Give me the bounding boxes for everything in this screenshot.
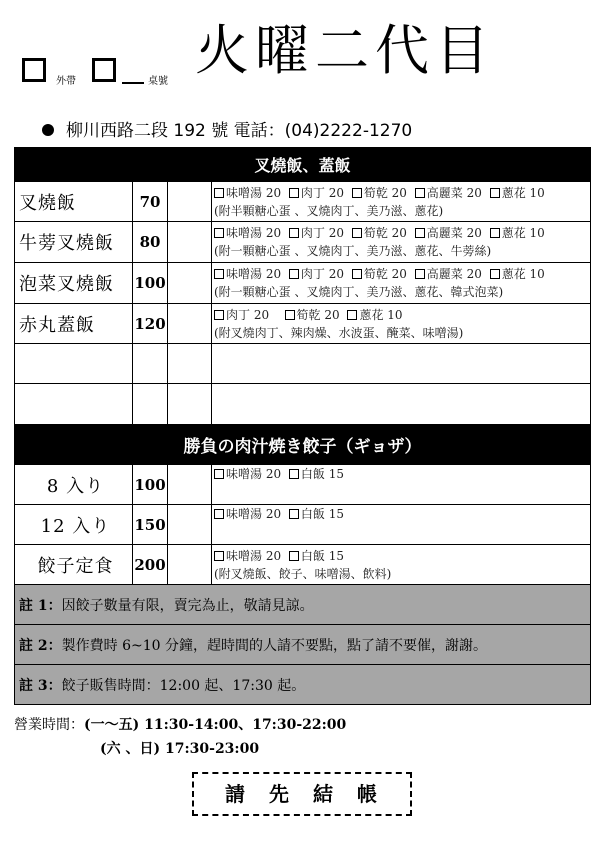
empty-cell[interactable] [212,344,591,384]
item-options [212,505,591,545]
business-hours [14,713,346,761]
note-text: 因餃子數量有限，賣完為止，敬請見諒。 [61,597,314,614]
quantity-cell[interactable] [168,222,212,263]
menu-row [15,263,591,304]
option-checkbox[interactable] [289,509,299,519]
menu-table [14,147,591,705]
item-name: 泡菜叉燒飯 [15,263,133,304]
option-checkbox[interactable] [214,469,224,479]
item-price: 120 [133,304,168,344]
option: 味噌湯 20 [214,507,281,521]
option-checkbox[interactable] [490,188,500,198]
note-label: 註 1： [19,597,62,614]
option: 蔥花 10 [490,226,545,240]
shop-title: 火曜二代目 [195,19,495,82]
option: 味噌湯 20 [214,467,281,481]
bullet-icon [42,124,54,136]
address-line [42,116,412,141]
item-note: (附一顆糖心蛋 、叉燒肉丁、美乃滋、蔥花、韓式泡菜) [214,285,504,299]
item-note: (附半顆糖心蛋 、叉燒肉丁、美乃滋、蔥花) [214,203,444,218]
menu-row [15,545,591,585]
item-name: 赤丸蓋飯 [15,304,133,344]
option-checkbox[interactable] [214,188,224,198]
takeout-label: 外帶 [56,76,76,87]
option-checkbox[interactable] [490,228,500,238]
option-checkbox[interactable] [289,469,299,479]
quantity-cell[interactable] [168,182,212,222]
option-checkbox[interactable] [415,228,425,238]
option: 味噌湯 20 [214,226,281,240]
empty-cell[interactable] [133,384,168,425]
option-checkbox[interactable] [214,551,224,561]
hours-weekday: (一～五) 11:30-14:00、17:30-22:00 [84,717,347,733]
address-phone: 柳川西路二段 192 號 電話：(04)2222-1270 [66,121,413,141]
option: 肉丁 20 [289,226,344,240]
empty-row [15,344,591,384]
hours-label: 營業時間： [14,717,84,733]
option-checkbox[interactable] [415,269,425,279]
item-price: 70 [133,182,168,222]
note-3 [15,665,591,705]
option-checkbox[interactable] [214,228,224,238]
item-name: 叉燒飯 [15,182,133,222]
option: 味噌湯 20 [214,549,281,563]
item-price: 80 [133,222,168,263]
menu-row [15,182,591,222]
option: 肉丁 20 [289,267,344,281]
empty-cell[interactable] [212,384,591,425]
note-text: 餃子販售時間：12:00 起、17:30 起。 [61,677,306,694]
option: 高麗菜 20 [415,186,482,200]
option-checkbox[interactable] [347,310,357,320]
dine-in-checkbox[interactable] [92,58,116,82]
item-name: 牛蒡叉燒飯 [15,222,133,263]
option: 白飯 15 [289,507,344,521]
option: 筍乾 20 [352,186,407,200]
option-checkbox[interactable] [214,269,224,279]
item-options [212,263,591,304]
option-checkbox[interactable] [352,188,362,198]
quantity-cell[interactable] [168,505,212,545]
quantity-cell[interactable] [168,304,212,344]
option: 白飯 15 [289,549,344,563]
option: 味噌湯 20 [214,267,281,281]
option: 筍乾 20 [285,308,340,322]
item-options [212,222,591,263]
pay-first-notice: 請先結帳 [192,772,412,816]
option: 肉丁 20 [289,186,344,200]
option: 味噌湯 20 [214,186,281,200]
item-name: 餃子定食 [15,545,133,585]
item-note: (附叉燒肉丁、辣肉燥、水波蛋、醃菜、味噌湯) [214,325,464,340]
menu-row [15,222,591,263]
option-checkbox[interactable] [415,188,425,198]
item-name: 8 入り [15,465,133,505]
option: 白飯 15 [289,467,344,481]
option: 蔥花 10 [490,186,545,200]
option-checkbox[interactable] [214,509,224,519]
option-checkbox[interactable] [490,269,500,279]
note-label: 註 3： [19,677,62,694]
option: 筍乾 20 [352,267,407,281]
section-title-rice: 叉燒飯、蓋飯 [15,148,591,182]
quantity-cell[interactable] [168,545,212,585]
empty-cell[interactable] [168,384,212,425]
empty-row [15,384,591,425]
item-price: 200 [133,545,168,585]
option: 蔥花 10 [347,308,402,322]
option: 肉丁 20 [214,308,269,322]
option-checkbox[interactable] [352,269,362,279]
quantity-cell[interactable] [168,465,212,505]
empty-cell[interactable] [15,384,133,425]
item-note: (附叉燒飯、餃子、味噌湯、飲料) [214,566,392,581]
item-options [212,304,591,344]
option-checkbox[interactable] [285,310,295,320]
empty-cell[interactable] [15,344,133,384]
empty-cell[interactable] [133,344,168,384]
note-row [15,585,591,625]
option-checkbox[interactable] [214,310,224,320]
option: 筍乾 20 [352,226,407,240]
item-options [212,545,591,585]
order-header [0,0,604,110]
option-checkbox[interactable] [289,188,299,198]
option-checkbox[interactable] [289,228,299,238]
note-1 [15,585,591,625]
option: 蔥花 10 [490,267,545,281]
option: 高麗菜 20 [415,267,482,281]
table-number-line[interactable] [122,82,144,84]
item-options [212,182,591,222]
item-options [212,465,591,505]
section-header-row [15,148,591,182]
option-checkbox[interactable] [352,228,362,238]
item-note: (附一顆糖心蛋 、叉燒肉丁、美乃滋、蔥花、牛蒡絲) [214,244,492,258]
option: 高麗菜 20 [415,226,482,240]
item-price: 100 [133,465,168,505]
hours-weekend: (六 、日) 17:30-23:00 [100,741,260,757]
option-checkbox[interactable] [289,269,299,279]
empty-cell[interactable] [168,344,212,384]
note-row [15,665,591,705]
quantity-cell[interactable] [168,263,212,304]
note-row [15,625,591,665]
table-number-label: 桌號 [148,76,168,87]
takeout-checkbox[interactable] [22,58,46,82]
note-2 [15,625,591,665]
item-price: 150 [133,505,168,545]
section-header-row [15,425,591,465]
menu-row [15,304,591,344]
menu-row [15,465,591,505]
note-text: 製作費時 6~10 分鐘，趕時間的人請不要點，點了請不要催，謝謝。 [61,637,487,654]
option-checkbox[interactable] [289,551,299,561]
menu-row [15,505,591,545]
item-name: 12 入り [15,505,133,545]
section-title-gyoza: 勝負の肉汁焼き餃子（ギョザ） [15,425,591,465]
item-price: 100 [133,263,168,304]
note-label: 註 2： [19,637,62,654]
